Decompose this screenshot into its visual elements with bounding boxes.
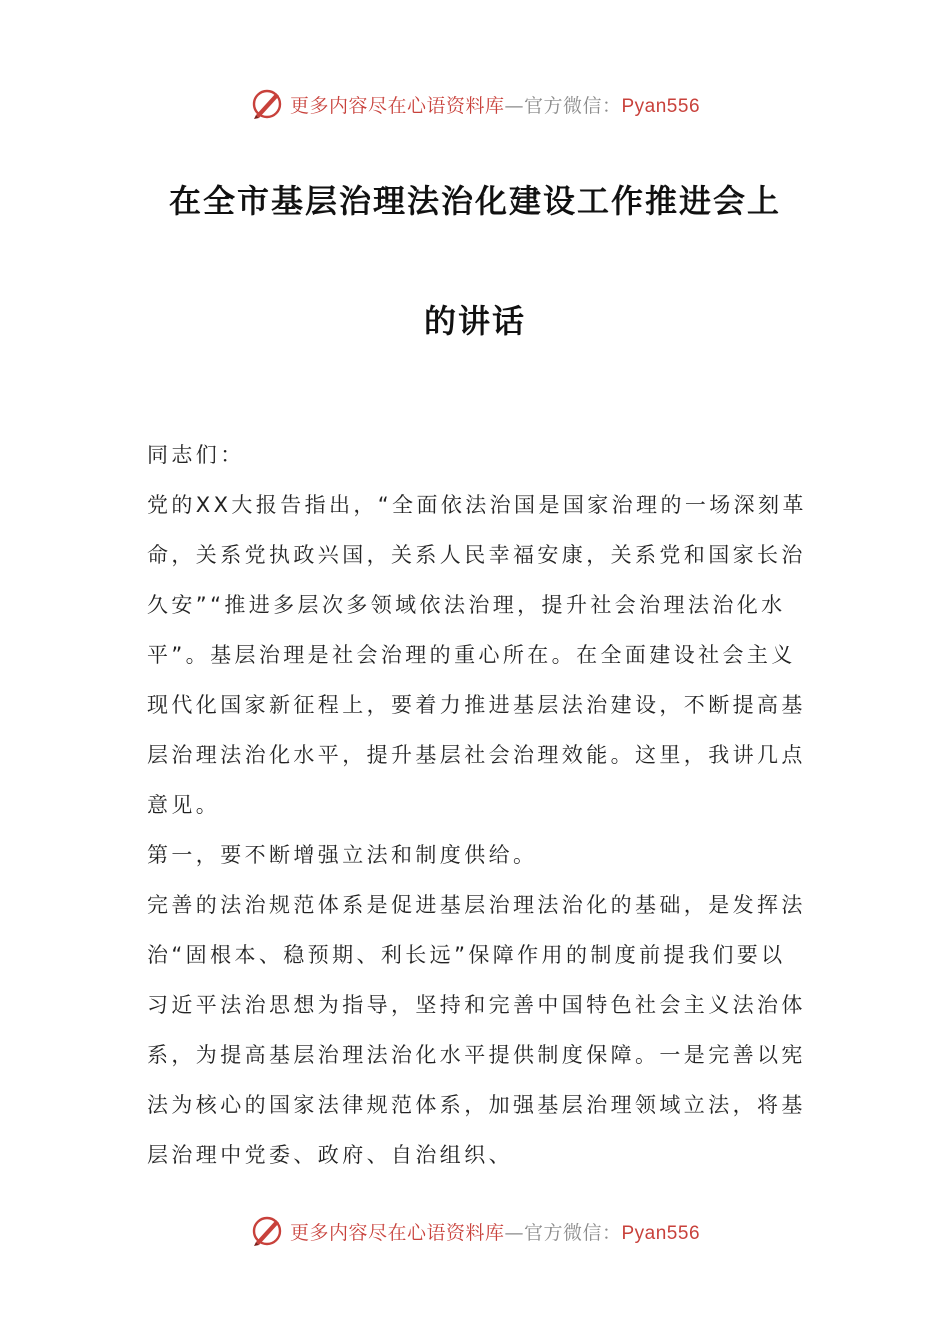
footer-banner-wechat-label: —官方微信：	[504, 1221, 622, 1244]
header-banner-text	[290, 91, 700, 118]
header-banner-wechat-id: Pyan556	[621, 95, 701, 117]
pen-circle-logo-icon	[250, 87, 284, 121]
paragraph-first-section: 完善的法治规范体系是促进基层治理法治化的基础，是发挥法治“固根本、稳预期、利长远”保障作用的制度前提我们要以习近平法治思想为指导，坚持和完善中国特色社会主义法治体系，为提高基层治理法治化水平提供制度保障。一是完善以宪法为核心的国家法律规范体系，加强基层治理领域立法，将基层治理中党委、政府、自治组织、	[147, 893, 806, 1167]
document-title-line-2: 的讲话	[423, 302, 526, 340]
header-banner	[0, 84, 950, 124]
header-banner-wechat-label: —官方微信：	[504, 94, 622, 117]
header-banner-title: 更多内容尽在心语资料库	[289, 94, 505, 117]
salutation: 同志们：	[147, 443, 245, 467]
section-heading-first: 第一，要不断增强立法和制度供给。	[147, 843, 538, 867]
document-body	[147, 430, 807, 1180]
pen-circle-logo-icon	[250, 1214, 284, 1248]
footer-banner	[0, 1211, 950, 1251]
paragraph-intro: 党的XX大报告指出，“全面依法治国是国家治理的一场深刻革命，关系党执政兴国，关系人民幸福安康，关系党和国家长治久安”“推进多层次多领域依法治理，提升社会治理法治化水平”。基层治理是社会治理的重心所在。在全面建设社会主义现代化国家新征程上，要着力推进基层法治建设，不断提高基层治理法治化水平，提升基层社会治理效能。这里，我讲几点意见。	[147, 493, 807, 817]
document-title-line-1: 在全市基层治理法治化建设工作推进会上	[168, 182, 781, 220]
footer-banner-wechat-id: Pyan556	[621, 1222, 701, 1244]
footer-banner-text	[290, 1218, 700, 1245]
footer-banner-title: 更多内容尽在心语资料库	[289, 1221, 505, 1244]
